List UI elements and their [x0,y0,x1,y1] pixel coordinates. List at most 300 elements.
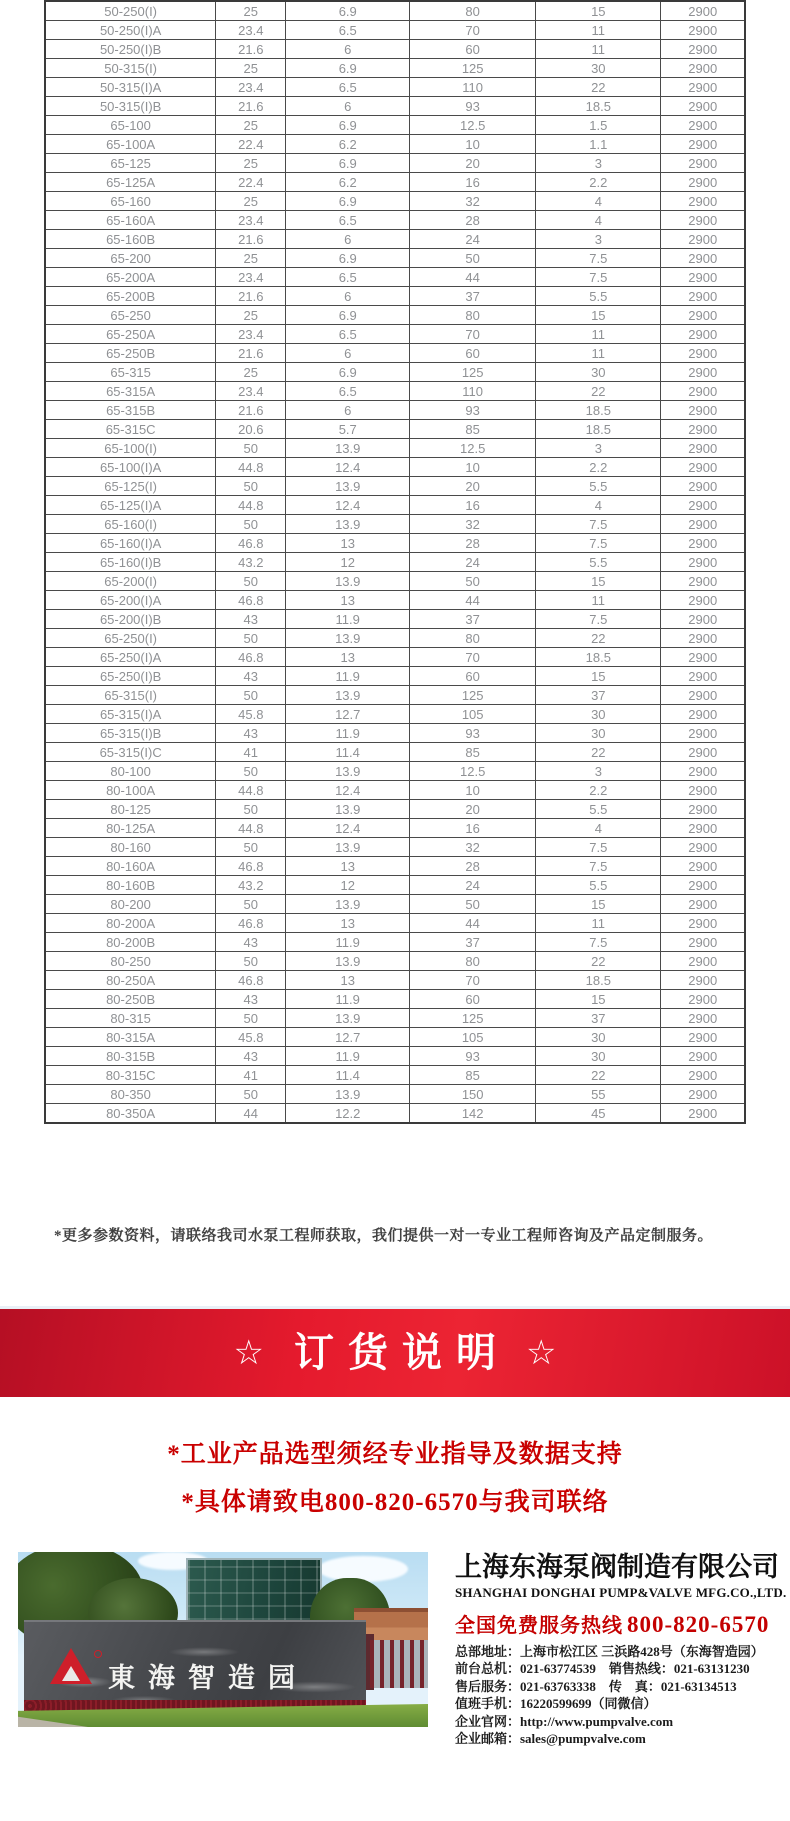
value-cell: 37 [536,1009,661,1028]
value-cell: 15 [536,572,661,591]
value-cell: 105 [410,1028,536,1047]
company-name-cn: 上海东海泵阀制造有限公司 [455,1552,779,1582]
table-row [45,914,745,933]
table-row [45,610,745,629]
table-row [45,990,745,1009]
value-cell: 25 [216,1,286,21]
notice-block [0,1434,790,1530]
value-cell: 105 [410,705,536,724]
value-cell: 50 [216,572,286,591]
value-cell: 50 [216,686,286,705]
value-cell: 13.9 [286,439,410,458]
table-row [45,135,745,154]
model-cell: 65-315B [45,401,216,420]
value-cell: 5.5 [536,553,661,572]
value-cell: 6.5 [286,325,410,344]
value-cell: 21.6 [216,287,286,306]
value-cell: 2900 [661,971,745,990]
value-cell: 1.1 [536,135,661,154]
value-cell: 20 [410,154,536,173]
value-cell: 30 [536,724,661,743]
value-cell: 41 [216,1066,286,1085]
value-cell: 6 [286,287,410,306]
value-cell: 22 [536,629,661,648]
value-cell: 12 [286,876,410,895]
model-cell: 65-315(I) [45,686,216,705]
value-cell: 32 [410,515,536,534]
value-cell: 50 [216,629,286,648]
value-cell: 10 [410,135,536,154]
value-cell: 2900 [661,1066,745,1085]
value-cell: 2900 [661,401,745,420]
value-cell: 25 [216,116,286,135]
value-cell: 30 [536,59,661,78]
value-cell: 50 [216,800,286,819]
value-cell: 2.2 [536,173,661,192]
value-cell: 93 [410,97,536,116]
value-cell: 11 [536,591,661,610]
value-cell: 46.8 [216,534,286,553]
value-cell: 2900 [661,1,745,21]
value-cell: 25 [216,59,286,78]
value-cell: 2900 [661,211,745,230]
model-cell: 65-315(I)C [45,743,216,762]
value-cell: 2900 [661,458,745,477]
value-cell: 2900 [661,895,745,914]
value-cell: 142 [410,1104,536,1124]
value-cell: 12.4 [286,496,410,515]
value-cell: 50 [410,572,536,591]
model-cell: 50-315(I) [45,59,216,78]
contact-line-email: 企业邮箱：sales@pumpvalve.com [455,1731,646,1747]
value-cell: 13.9 [286,629,410,648]
sign-text: 東海智造园 [108,1663,308,1693]
table-row [45,40,745,59]
value-cell: 46.8 [216,914,286,933]
value-cell: 13 [286,591,410,610]
value-cell: 5.5 [536,876,661,895]
value-cell: 44 [410,591,536,610]
entrance-gate [370,1640,428,1688]
value-cell: 44.8 [216,458,286,477]
value-cell: 16 [410,173,536,192]
value-cell: 2900 [661,135,745,154]
value-cell: 2900 [661,116,745,135]
table-row [45,344,745,363]
value-cell: 22 [536,952,661,971]
value-cell: 5.5 [536,287,661,306]
value-cell: 11 [536,914,661,933]
value-cell: 15 [536,1,661,21]
model-cell: 65-160B [45,230,216,249]
notice-line: *具体请致电800-820-6570与我司联络 [181,1489,609,1516]
value-cell: 11 [536,40,661,59]
value-cell: 6 [286,344,410,363]
contact-list [455,1643,785,1747]
hotline-number: 800-820-6570 [627,1612,770,1637]
model-cell: 65-125A [45,173,216,192]
pump-spec-table-wrap [44,0,746,1124]
table-row [45,800,745,819]
star-icon: ☆ [233,1334,264,1372]
table-row [45,572,745,591]
value-cell: 44.8 [216,819,286,838]
value-cell: 6.5 [286,268,410,287]
model-cell: 65-160(I)B [45,553,216,572]
value-cell: 30 [536,1028,661,1047]
value-cell: 6 [286,97,410,116]
value-cell: 85 [410,420,536,439]
model-cell: 80-250B [45,990,216,1009]
value-cell: 7.5 [536,268,661,287]
value-cell: 46.8 [216,857,286,876]
model-cell: 80-200B [45,933,216,952]
footnote: *更多参数资料，请联络我司水泵工程师获取，我们提供一对一专业工程师咨询及产品定制服务。 [54,1228,714,1244]
value-cell: 22.4 [216,173,286,192]
table-row [45,306,745,325]
value-cell: 60 [410,40,536,59]
table-row [45,952,745,971]
value-cell: 21.6 [216,40,286,59]
factory-photo [18,1552,428,1727]
value-cell: 15 [536,306,661,325]
value-cell: 10 [410,781,536,800]
model-cell: 65-200B [45,287,216,306]
value-cell: 20.6 [216,420,286,439]
value-cell: 18.5 [536,401,661,420]
model-cell: 65-100(I) [45,439,216,458]
value-cell: 7.5 [536,610,661,629]
order-instructions-banner [0,1306,790,1397]
value-cell: 11.9 [286,990,410,1009]
value-cell: 3 [536,230,661,249]
model-cell: 65-125(I)A [45,496,216,515]
model-cell: 65-315C [45,420,216,439]
value-cell: 6.9 [286,59,410,78]
value-cell: 6.2 [286,173,410,192]
value-cell: 6.5 [286,382,410,401]
value-cell: 150 [410,1085,536,1104]
value-cell: 22.4 [216,135,286,154]
value-cell: 2900 [661,610,745,629]
model-cell: 65-160 [45,192,216,211]
value-cell: 23.4 [216,382,286,401]
value-cell: 50 [216,762,286,781]
table-row [45,59,745,78]
value-cell: 110 [410,382,536,401]
value-cell: 50 [216,952,286,971]
company-info [455,1552,785,1747]
value-cell: 5.5 [536,477,661,496]
contact-line-phones: 前台总机：021-63774539 销售热线：021-63131230 [455,1661,750,1677]
cloud-shape [318,1556,408,1582]
value-cell: 25 [216,306,286,325]
model-cell: 65-250(I)A [45,648,216,667]
value-cell: 11.9 [286,667,410,686]
model-cell: 80-315C [45,1066,216,1085]
company-name-en: SHANGHAI DONGHAI PUMP&VALVE MFG.CO.,LTD. [455,1585,787,1600]
value-cell: 2900 [661,667,745,686]
value-cell: 2900 [661,1009,745,1028]
value-cell: 43 [216,933,286,952]
value-cell: 46.8 [216,648,286,667]
model-cell: 65-315 [45,363,216,382]
value-cell: 50 [216,895,286,914]
value-cell: 50 [216,439,286,458]
model-cell: 50-250(I)A [45,21,216,40]
value-cell: 37 [536,686,661,705]
model-cell: 65-250(I) [45,629,216,648]
table-row [45,287,745,306]
value-cell: 2900 [661,686,745,705]
value-cell: 2900 [661,325,745,344]
value-cell: 21.6 [216,344,286,363]
value-cell: 13.9 [286,686,410,705]
table-row [45,230,745,249]
value-cell: 4 [536,496,661,515]
table-row [45,1,745,21]
value-cell: 11.9 [286,724,410,743]
model-cell: 50-250(I)B [45,40,216,59]
value-cell: 2900 [661,382,745,401]
value-cell: 25 [216,249,286,268]
value-cell: 18.5 [536,97,661,116]
table-row [45,1066,745,1085]
table-row [45,382,745,401]
value-cell: 2900 [661,496,745,515]
table-row [45,249,745,268]
value-cell: 15 [536,990,661,1009]
value-cell: 13 [286,971,410,990]
table-row [45,838,745,857]
value-cell: 37 [410,610,536,629]
model-cell: 65-250 [45,306,216,325]
value-cell: 18.5 [536,420,661,439]
model-cell: 65-315A [45,382,216,401]
table-row [45,876,745,895]
value-cell: 85 [410,1066,536,1085]
value-cell: 2900 [661,762,745,781]
value-cell: 37 [410,933,536,952]
value-cell: 13.9 [286,1009,410,1028]
table-row [45,553,745,572]
value-cell: 6.5 [286,21,410,40]
value-cell: 6.9 [286,192,410,211]
table-row [45,192,745,211]
table-row [45,781,745,800]
value-cell: 11.9 [286,1047,410,1066]
table-row [45,686,745,705]
value-cell: 6.2 [286,135,410,154]
value-cell: 45 [536,1104,661,1124]
value-cell: 7.5 [536,534,661,553]
value-cell: 21.6 [216,97,286,116]
value-cell: 28 [410,534,536,553]
value-cell: 45.8 [216,705,286,724]
value-cell: 6.9 [286,116,410,135]
value-cell: 50 [410,895,536,914]
table-row [45,971,745,990]
value-cell: 44.8 [216,496,286,515]
value-cell: 70 [410,648,536,667]
value-cell: 32 [410,838,536,857]
value-cell: 2900 [661,591,745,610]
value-cell: 2900 [661,154,745,173]
value-cell: 6.9 [286,154,410,173]
value-cell: 28 [410,857,536,876]
value-cell: 43 [216,667,286,686]
value-cell: 2900 [661,1085,745,1104]
value-cell: 2900 [661,97,745,116]
model-cell: 65-160A [45,211,216,230]
contact-line-service-fax: 售后服务：021-63763338 传 真：021-63134513 [455,1678,737,1694]
value-cell: 2900 [661,553,745,572]
service-hotline [455,1609,785,1638]
value-cell: 70 [410,325,536,344]
value-cell: 37 [410,287,536,306]
value-cell: 2900 [661,21,745,40]
value-cell: 45.8 [216,1028,286,1047]
value-cell: 80 [410,1,536,21]
value-cell: 110 [410,78,536,97]
value-cell: 12.5 [410,116,536,135]
table-row [45,78,745,97]
value-cell: 43 [216,990,286,1009]
table-row [45,420,745,439]
contact-line-website: 企业官网：http://www.pumpvalve.com [455,1713,674,1729]
value-cell: 15 [536,895,661,914]
model-cell: 80-315B [45,1047,216,1066]
table-row [45,401,745,420]
value-cell: 18.5 [536,648,661,667]
table-row [45,325,745,344]
value-cell: 13 [286,534,410,553]
model-cell: 80-200A [45,914,216,933]
value-cell: 12.2 [286,1104,410,1124]
value-cell: 2900 [661,477,745,496]
model-cell: 65-160(I) [45,515,216,534]
model-cell: 65-250A [45,325,216,344]
value-cell: 4 [536,211,661,230]
value-cell: 13.9 [286,838,410,857]
value-cell: 30 [536,1047,661,1066]
model-cell: 80-125A [45,819,216,838]
table-row [45,933,745,952]
model-cell: 65-125(I) [45,477,216,496]
value-cell: 22 [536,743,661,762]
value-cell: 11 [536,325,661,344]
value-cell: 13 [286,648,410,667]
model-cell: 80-350 [45,1085,216,1104]
table-row [45,116,745,135]
value-cell: 2900 [661,268,745,287]
value-cell: 6 [286,40,410,59]
value-cell: 7.5 [536,933,661,952]
value-cell: 6.9 [286,249,410,268]
value-cell: 44 [410,268,536,287]
value-cell: 43.2 [216,876,286,895]
value-cell: 50 [216,1085,286,1104]
value-cell: 6.9 [286,363,410,382]
value-cell: 7.5 [536,838,661,857]
value-cell: 2900 [661,363,745,382]
value-cell: 44 [216,1104,286,1124]
model-cell: 80-350A [45,1104,216,1124]
table-row [45,439,745,458]
value-cell: 22 [536,1066,661,1085]
value-cell: 22 [536,382,661,401]
value-cell: 80 [410,952,536,971]
model-cell: 80-100A [45,781,216,800]
value-cell: 2900 [661,914,745,933]
table-row [45,496,745,515]
model-cell: 80-100 [45,762,216,781]
value-cell: 50 [216,838,286,857]
value-cell: 25 [216,363,286,382]
value-cell: 12.4 [286,781,410,800]
value-cell: 13 [286,914,410,933]
value-cell: 21.6 [216,230,286,249]
model-cell: 65-125 [45,154,216,173]
value-cell: 93 [410,401,536,420]
value-cell: 50 [410,249,536,268]
model-cell: 65-200 [45,249,216,268]
value-cell: 13 [286,857,410,876]
value-cell: 5.7 [286,420,410,439]
value-cell: 13.9 [286,1085,410,1104]
value-cell: 18.5 [536,971,661,990]
value-cell: 5.5 [536,800,661,819]
value-cell: 13.9 [286,477,410,496]
model-cell: 50-315(I)B [45,97,216,116]
table-row [45,1104,745,1124]
value-cell: 30 [536,705,661,724]
value-cell: 1.5 [536,116,661,135]
model-cell: 80-125 [45,800,216,819]
value-cell: 13.9 [286,572,410,591]
star-icon: ☆ [526,1334,557,1372]
value-cell: 125 [410,1009,536,1028]
value-cell: 80 [410,306,536,325]
value-cell: 20 [410,477,536,496]
table-row [45,363,745,382]
hotline-label: 全国免费服务热线 [455,1615,623,1637]
value-cell: 125 [410,59,536,78]
table-row [45,724,745,743]
value-cell: 12.5 [410,439,536,458]
model-cell: 80-250 [45,952,216,971]
value-cell: 2900 [661,743,745,762]
value-cell: 7.5 [536,249,661,268]
value-cell: 3 [536,439,661,458]
table-row [45,154,745,173]
value-cell: 6 [286,401,410,420]
value-cell: 125 [410,363,536,382]
value-cell: 23.4 [216,325,286,344]
value-cell: 13.9 [286,800,410,819]
value-cell: 2900 [661,249,745,268]
value-cell: 2900 [661,648,745,667]
value-cell: 20 [410,800,536,819]
value-cell: 21.6 [216,401,286,420]
value-cell: 12.4 [286,819,410,838]
value-cell: 4 [536,192,661,211]
banner-title: 订货说明 [294,1331,510,1375]
table-row [45,743,745,762]
model-cell: 65-160(I)A [45,534,216,553]
model-cell: 65-200A [45,268,216,287]
value-cell: 2900 [661,572,745,591]
